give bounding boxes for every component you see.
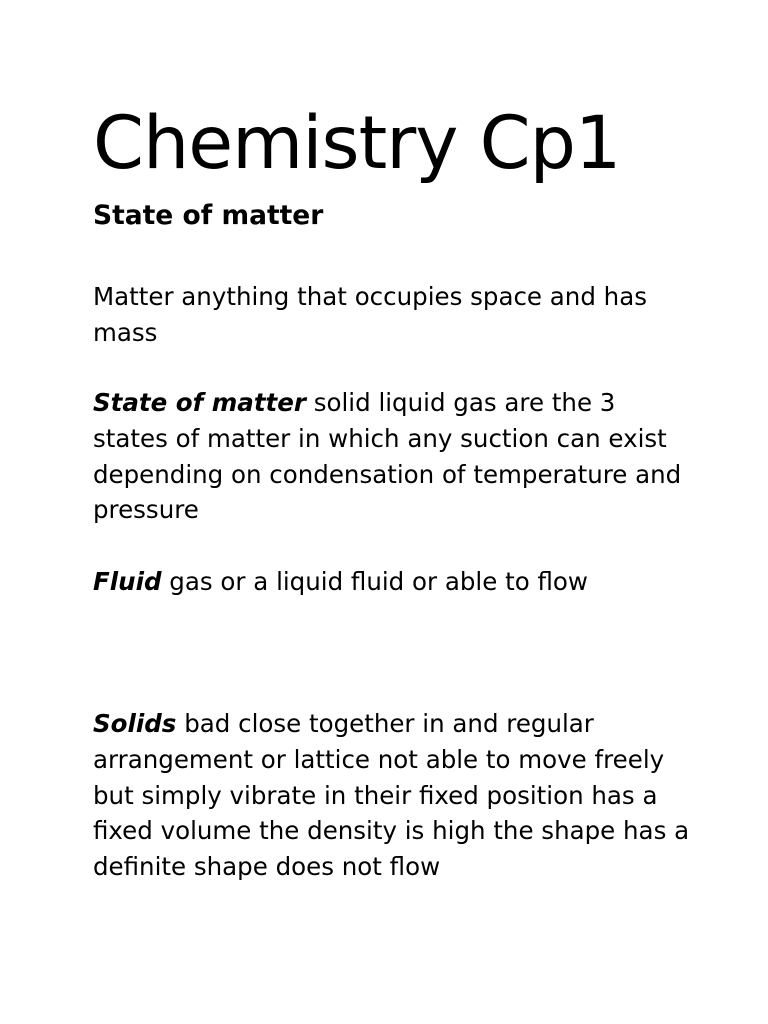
- paragraph-text: bad close together in and regular arrangement or lattice not able to move freely but simply vibrate in their fixed position has a fixed volume the density is high the shape has a definite shape does not flow: [93, 709, 690, 882]
- document-subtitle: State of matter: [93, 200, 324, 231]
- paragraph-text: gas or a liquid fluid or able to flow: [161, 567, 588, 596]
- paragraph-text: solid liquid gas are the 3 states of matter in which any suction can exist depending on condensation of temperature and pressure: [93, 388, 682, 525]
- paragraph-matter-definition: [93, 279, 693, 351]
- paragraph-fluid: [93, 564, 693, 600]
- term-solids: Solids: [93, 709, 177, 738]
- document-title: Chemistry Cp1: [93, 101, 621, 186]
- term-fluid: Fluid: [93, 567, 162, 596]
- paragraph-state-of-matter: [93, 385, 693, 528]
- term-state-of-matter: State of matter: [93, 388, 306, 417]
- paragraph-text: Matter anything that occupies space and has mass: [93, 282, 647, 347]
- paragraph-solids: [93, 706, 693, 885]
